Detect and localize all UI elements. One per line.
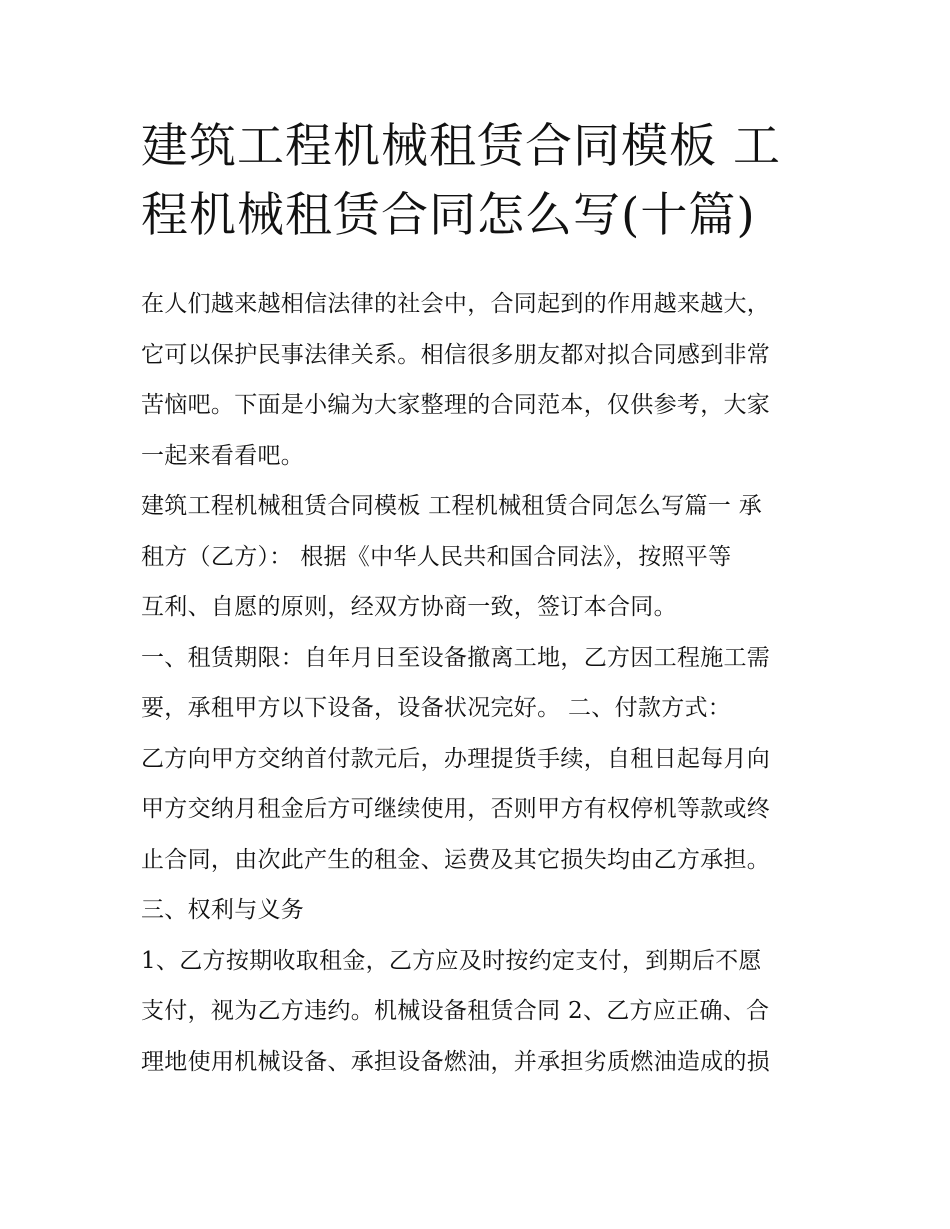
body-line: 甲方交纳月租金后方可继续使用，否则甲方有权停机等款或终	[141, 796, 771, 822]
body-line: 在人们越来越相信法律的社会中，合同起到的作用越来越大，	[141, 291, 771, 317]
body-line: 三、权利与义务	[141, 897, 305, 923]
body-line: 一起来看看吧。	[141, 442, 305, 469]
body-line: 支付，视为乙方违约。机械设备租赁合同 2、乙方应正确、合	[141, 998, 770, 1024]
document-title	[141, 112, 813, 250]
body-line: 租方（乙方）： 根据《中华人民共和国合同法》，按照平等	[141, 543, 732, 570]
body-line: 苦恼吧。下面是小编为大家整理的合同范本，仅供参考，大家	[141, 392, 771, 418]
document-body	[141, 279, 813, 1087]
body-line: 它可以保护民事法律关系。相信很多朋友都对拟合同感到非常	[141, 341, 771, 368]
body-line: 建筑工程机械租赁合同模板 工程机械租赁合同怎么写篇一 承	[141, 493, 763, 519]
body-line: 乙方向甲方交纳首付款元后，办理提货手续，自租日起每月向	[141, 745, 771, 772]
body-line: 互利、自愿的原则，经双方协商一致，签订本合同。	[141, 594, 677, 620]
body-line: 一、租赁期限：自年月日至设备撤离工地，乙方因工程施工需	[141, 644, 771, 671]
body-line: 止合同，由次此产生的租金、运费及其它损失均由乙方承担。	[141, 846, 771, 873]
document-content	[141, 112, 813, 1087]
body-line: 要，承租甲方以下设备，设备状况完好。 二、付款方式：	[141, 695, 732, 721]
title-line: 程机械租赁合同怎么写(十篇)	[141, 188, 756, 243]
body-line: 理地使用机械设备、承担设备燃油，并承担劣质燃油造成的损	[141, 1048, 771, 1075]
title-line: 建筑工程机械租赁合同模板 工	[141, 119, 781, 174]
body-line: 1、乙方按期收取租金，乙方应及时按约定支付，到期后不愿	[141, 947, 762, 974]
